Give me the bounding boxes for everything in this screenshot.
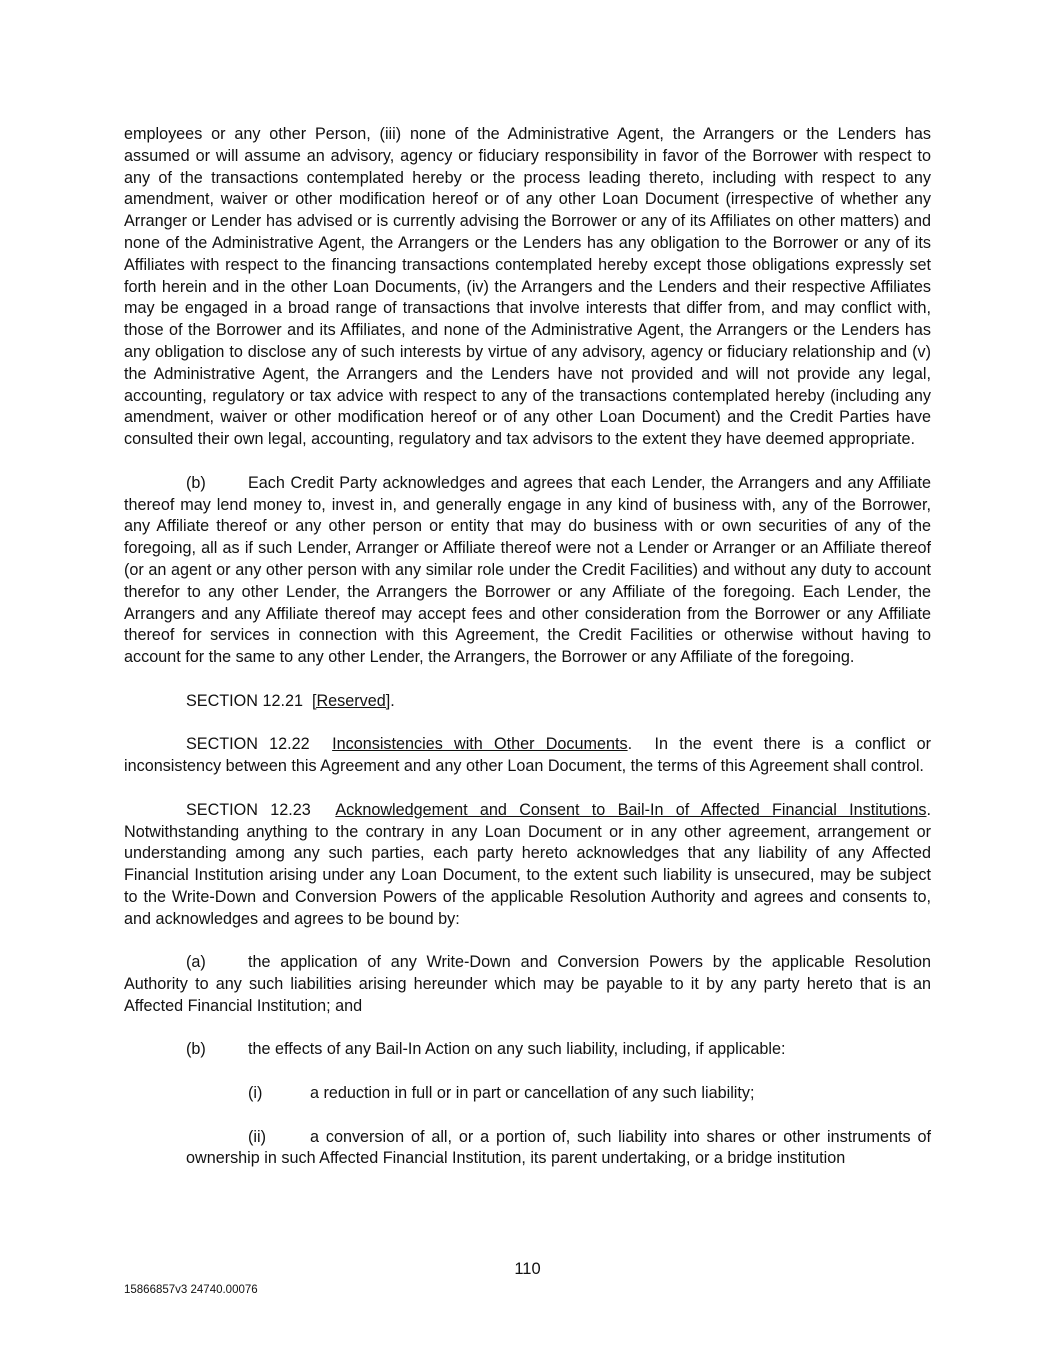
clause-ii-text: a conversion of all, or a portion of, such liability into shares or other instruments of ownership in such Affected Financial Institution, its parent undertaking, or a bridge institution (186, 1127, 931, 1168)
clause-b-text: the effects of any Bail-In Action on any such liability, including, if applicable: (248, 1040, 786, 1059)
section-12-22-body: In the event there is a conflict or inconsistency between this Agreement and any other Loan Document, the terms of this Agreement shall control. (124, 735, 932, 776)
section-12-23: SECTION 12.23 Acknowledgement and Consent to Bail-In of Affected Financial Institutions. Notwithstanding anything to the contrary in any Loan Document or in any other agreement, arrangement or understanding among any such parties, each party hereto acknowledges that any liability of any Affected Financial Institution arising under any Loan Document, to the extent such liability is unsecured, may be subject to the Write-Down and Conversion Powers of the applicable Resolution Authority and agrees and consents to, and acknowledges and agrees to be bound by: (124, 800, 931, 928)
section-12-23-title: Acknowledgement and Consent to Bail-In of Affected Financial Institutions (335, 800, 927, 819)
page-number: 110 (514, 1260, 541, 1278)
clause-a (124, 952, 931, 1017)
clause-a-label: (a) (186, 953, 206, 972)
section-12-22-number: SECTION 12.22 (186, 735, 310, 754)
document-page (124, 124, 931, 1192)
paragraph-b-text: Each Credit Party acknowledges and agrees that each Lender, the Arrangers and any Affiliate thereof may lend money to, invest in, and generally engage in any kind of business with, any of the Borrower, any Affiliate thereof or any other person or entity that may do business with or own securities of any of the foregoing, all as if such Lender, Arranger or Affiliate thereof were not a Lender or Arranger or an Affiliate thereof (or an agent or any other person with any similar role under the Credit Facilities) and without any duty to account therefor to any other Lender, the Arrangers the Borrower or any Affiliate of the foregoing. Each Lender, the Arrangers and any Affiliate thereof may accept fees and other consideration from the Borrower or any Affiliate thereof for services in connection with this Agreement, the Credit Facilities or otherwise without having to account for the same to any other Lender, the Arrangers, the Borrower or any Affiliate of the foregoing. (124, 473, 931, 667)
clause-i (124, 1083, 931, 1105)
paragraph-continuation: employees or any other Person, (iii) none of the Administrative Agent, the Arrangers or the Lenders has assumed or will assume an advisory, agency or fiduciary responsibility in favor of the Borrower with respect to any of the transactions contemplated hereby or the process leading thereto, including with respect to any amendment, waiver or other modification hereof or of any other Loan Document (irrespective of whether any Arranger or Lender has advised or is currently advising the Borrower or any of its Affiliates on other matters) and none of the Administrative Agent, the Arrangers or the Lenders has any obligation to the Borrower or any of its Affiliates with respect to the financing transactions contemplated hereby except those obligations expressly set forth herein and in the other Loan Documents, (iv) the Arrangers and the Lenders and their respective Affiliates may be engaged in a broad range of transactions that involve interests that differ from, and may conflict with, those of the Borrower and its Affiliates, and none of the Administrative Agent, the Arrangers or the Lenders has any obligation to disclose any of such interests by virtue of any advisory, agency or fiduciary relationship and (v) the Administrative Agent, the Arrangers and the Lenders have not provided and will not provide any legal, accounting, regulatory or tax advice with respect to any of the transactions contemplated hereby (including any amendment, waiver or other modification hereof or of any other Loan Document) and the Credit Parties have consulted their own legal, accounting, regulatory and tax advisors to the extent they have deemed appropriate. (124, 125, 931, 449)
section-12-21-title: [Reserved] (311, 691, 391, 710)
paragraph-b-label: (b) (186, 473, 206, 492)
section-12-21: SECTION 12.21 [Reserved]. (186, 691, 395, 710)
section-12-23-body: Notwithstanding anything to the contrary in any Loan Document or in any other agreement, arrangement or understanding among any such parties, each party hereto acknowledges that any liability of any Affected Financial Institution arising under any Loan Document, to the extent such liability is unsecured, may be subject to the Write-Down and Conversion Powers of the applicable Resolution Authority and agrees and consents to, and acknowledges and agrees to be bound by: (124, 822, 931, 928)
clause-i-text: a reduction in full or in part or cancellation of any such liability; (310, 1084, 755, 1103)
clause-i-label: (i) (248, 1084, 263, 1103)
clause-ii-label: (ii) (248, 1127, 266, 1146)
document-id: 15866857v3 24740.00076 (124, 1284, 258, 1296)
clause-a-text: the application of any Write-Down and Conversion Powers by the applicable Resolution Authority to any such liabilities arising hereunder which may be payable to it by any party hereto that is an Affected Financial Institution; and (124, 953, 931, 1015)
clause-b (124, 1039, 931, 1061)
clause-b-label: (b) (186, 1040, 206, 1059)
section-12-23-number: SECTION 12.23 (186, 800, 311, 819)
section-12-21-number: SECTION 12.21 (186, 691, 303, 710)
section-12-22-title: Inconsistencies with Other Documents (332, 735, 628, 754)
paragraph-b (124, 473, 931, 669)
clause-ii (124, 1127, 931, 1171)
section-12-22: SECTION 12.22 Inconsistencies with Other Documents. In the event there is a conflict or inconsistency between this Agreement and any other Loan Document, the terms of this Agreement shall control. (124, 735, 932, 776)
